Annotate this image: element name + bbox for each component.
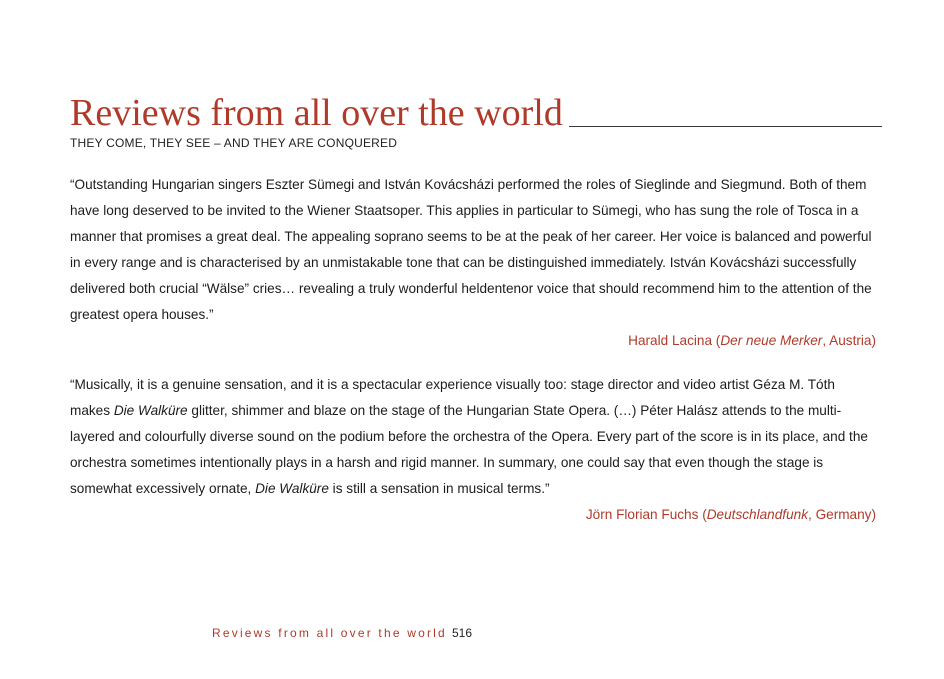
review-2-work-title: Die Walküre xyxy=(255,481,329,496)
review-2-quote-part: is still a sensation in musical terms.” xyxy=(328,481,550,496)
review-2-country: Germany xyxy=(815,507,872,522)
review-1-publication: Der neue Merker xyxy=(720,333,823,348)
running-footer: Reviews from all over the world xyxy=(212,626,447,640)
page-subtitle: THEY COME, THEY SEE – AND THEY ARE CONQUERED xyxy=(70,136,398,150)
review-1-quote: “Outstanding Hungarian singers Eszter Sümegi and István Kovácsházi performed the roles of Sieglinde and Siegmund. Both of them have long deserved to be invited to the Wiener Staatsoper. This applies in particular to Sümegi, who has sung the role of Tosca in a manner that promises a great deal. The appealing soprano seems to be at the peak of her career. Her voice is balanced and powerful in every range and is characterised by an unmistakable tone that can be distinguished immediately. István Kovácsházi successfully delivered both crucial “Wälse” cries… revealing a truly wonderful heldentenor voice that should recommend him to the attention of the greatest opera houses.” xyxy=(70,177,872,322)
review-2-work-title: Die Walküre xyxy=(113,403,188,418)
review-2-quote xyxy=(70,372,876,502)
review-1-author: Harald Lacina xyxy=(628,333,713,348)
review-2-quote-part: glitter, shimmer and blaze on the stage of the Hungarian State Opera. (…) Péter Halász attends to the multi-layered and colourfully diverse sound on the podium before the orchestra of the Opera. Every part of the score is in its place, and the orchestra sometimes intentionally plays in a harsh and rigid manner. In summary, one could say that even though the stage is somewhat excessively ornate, xyxy=(70,403,868,496)
review-2-attribution: Jörn Florian Fuchs (Deutschlandfunk, Germany) xyxy=(585,507,876,522)
title-rule xyxy=(569,126,882,127)
page-number: 516 xyxy=(452,626,473,640)
review-1 xyxy=(70,172,876,354)
review-2-author: Jörn Florian Fuchs xyxy=(585,507,699,522)
page-header xyxy=(70,91,882,150)
review-1-attribution: Harald Lacina (Der neue Merker, Austria) xyxy=(628,333,876,348)
title-row xyxy=(70,91,882,135)
review-2-publication: Deutschlandfunk xyxy=(706,507,808,522)
review-2 xyxy=(70,372,876,528)
review-2-quote-part: “Musically, it is a genuine sensation, and it is a spectacular experience visually too: stage director and video artist Géza M. Tóth makes xyxy=(70,377,835,418)
review-1-country: Austria xyxy=(829,333,872,348)
page-title: Reviews from all over the world xyxy=(70,92,563,134)
